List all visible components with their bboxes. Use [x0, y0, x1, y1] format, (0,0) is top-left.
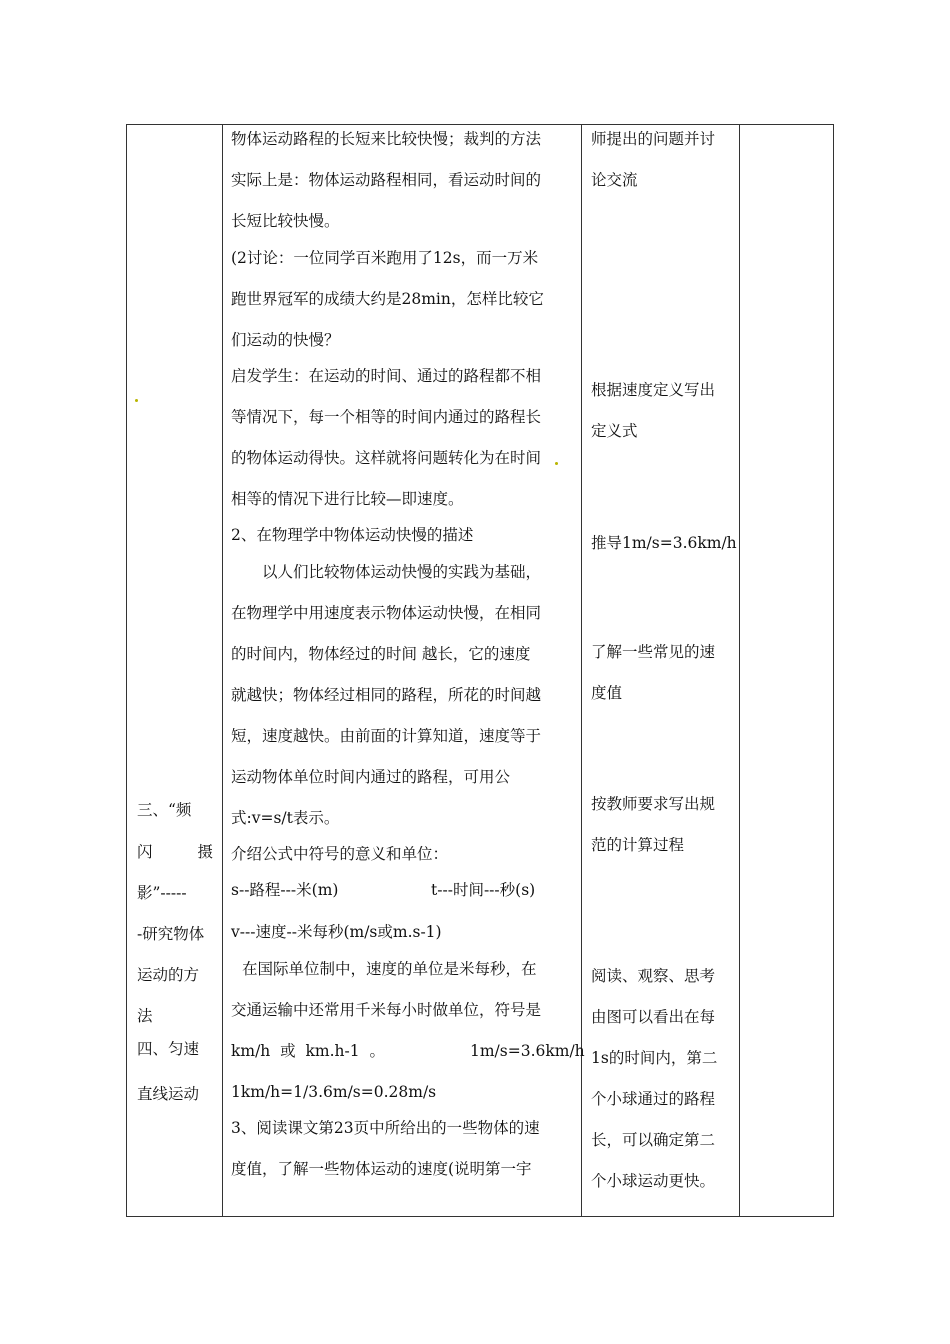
stage-line: 三、“频 [137, 801, 192, 819]
stage-line: -研究物体 [137, 925, 205, 943]
body-line: 相等的情况下进行比较—即速度。 [231, 490, 464, 508]
notes-column [739, 125, 833, 1216]
body-line: 1km/h=1/3.6m/s=0.28m/s [231, 1083, 437, 1101]
body-line: 们运动的快慢？ [231, 331, 340, 349]
student-line: 师提出的问题并讨 [591, 130, 716, 148]
student-line: 由图可以看出在每 [591, 1008, 716, 1026]
marker-dot [555, 462, 558, 465]
stage-line: 闪摄 [137, 843, 213, 861]
stage-line: 影”----- [137, 884, 187, 902]
body-line: 长短比较快慢。 [231, 212, 340, 230]
student-line: 范的计算过程 [591, 836, 685, 854]
student-line: 个小球通过的路程 [591, 1090, 716, 1108]
stage-line: 四、匀速 [137, 1040, 200, 1058]
student-line: 根据速度定义写出 [591, 381, 716, 399]
student-line: 按教师要求写出规 [591, 795, 716, 813]
body-line: 的物体运动得快。这样就将问题转化为在时间 [231, 449, 542, 467]
lesson-table [126, 124, 834, 1217]
body-line: 跑世界冠军的成绩大约是28min，怎样比较它 [231, 290, 544, 308]
body-line: 式:v=s/t表示。 [231, 809, 340, 827]
stage-line: 法 [137, 1007, 153, 1025]
student-line: 个小球运动更快。 [591, 1172, 716, 1190]
body-line: 度值，了解一些物体运动的速度(说明第一宇 [231, 1160, 532, 1178]
teacher-activity-column [222, 125, 585, 1216]
student-line: 推导1m/s=3.6km/h [591, 534, 737, 552]
body-line: 实际上是：物体运动路程相同，看运动时间的 [231, 171, 542, 189]
stage-line: 运动的方 [137, 966, 200, 984]
body-line: km/h 或 km.h-1 。 [231, 1042, 385, 1060]
body-line: 物体运动路程的长短来比较快慢；裁判的方法 [231, 130, 542, 148]
body-line: t---时间---秒(s) [431, 881, 536, 899]
body-line: 在国际单位制中，速度的单位是米每秒，在 [242, 960, 537, 978]
body-line: 2、在物理学中物体运动快慢的描述 [231, 526, 474, 544]
stage-line: 直线运动 [137, 1085, 200, 1103]
student-line: 阅读、观察、思考 [591, 967, 716, 985]
body-line: (2讨论：一位同学百米跑用了12s，而一万米 [231, 249, 539, 267]
student-line: 论交流 [591, 171, 638, 189]
student-line: 度值 [591, 684, 623, 702]
body-line: 1m/s=3.6km/h [470, 1042, 585, 1060]
body-line: 3、阅读课文第23页中所给出的一些物体的速 [231, 1119, 540, 1137]
body-line: 在物理学中用速度表示物体运动快慢，在相同 [231, 604, 542, 622]
body-line: 就越快；物体经过相同的路程，所花的时间越 [231, 686, 542, 704]
body-line: 以人们比较物体运动快慢的实践为基础， [262, 563, 542, 581]
student-line: 1s的时间内，第二 [591, 1049, 718, 1067]
body-line: 的时间内，物体经过的时间 越长，它的速度 [231, 645, 531, 663]
body-line: 短，速度越快。由前面的计算知道，速度等于 [231, 727, 542, 745]
student-activity-column [581, 125, 739, 1216]
body-line: 介绍公式中符号的意义和单位： [231, 845, 449, 863]
student-line: 定义式 [591, 422, 638, 440]
body-line: 交通运输中还常用千米每小时做单位，符号是 [231, 1001, 542, 1019]
body-line: v---速度--米每秒(m/s或m.s-1) [231, 923, 442, 941]
body-line: s--路程---米(m) [231, 881, 339, 899]
stage-column [127, 125, 222, 1216]
student-line: 长，可以确定第二 [591, 1131, 716, 1149]
body-line: 运动物体单位时间内通过的路程，可用公 [231, 768, 511, 786]
body-line: 等情况下，每一个相等的时间内通过的路程长 [231, 408, 542, 426]
student-line: 了解一些常见的速 [591, 643, 716, 661]
marker-dot [135, 399, 138, 402]
body-line: 启发学生：在运动的时间、通过的路程都不相 [231, 367, 542, 385]
